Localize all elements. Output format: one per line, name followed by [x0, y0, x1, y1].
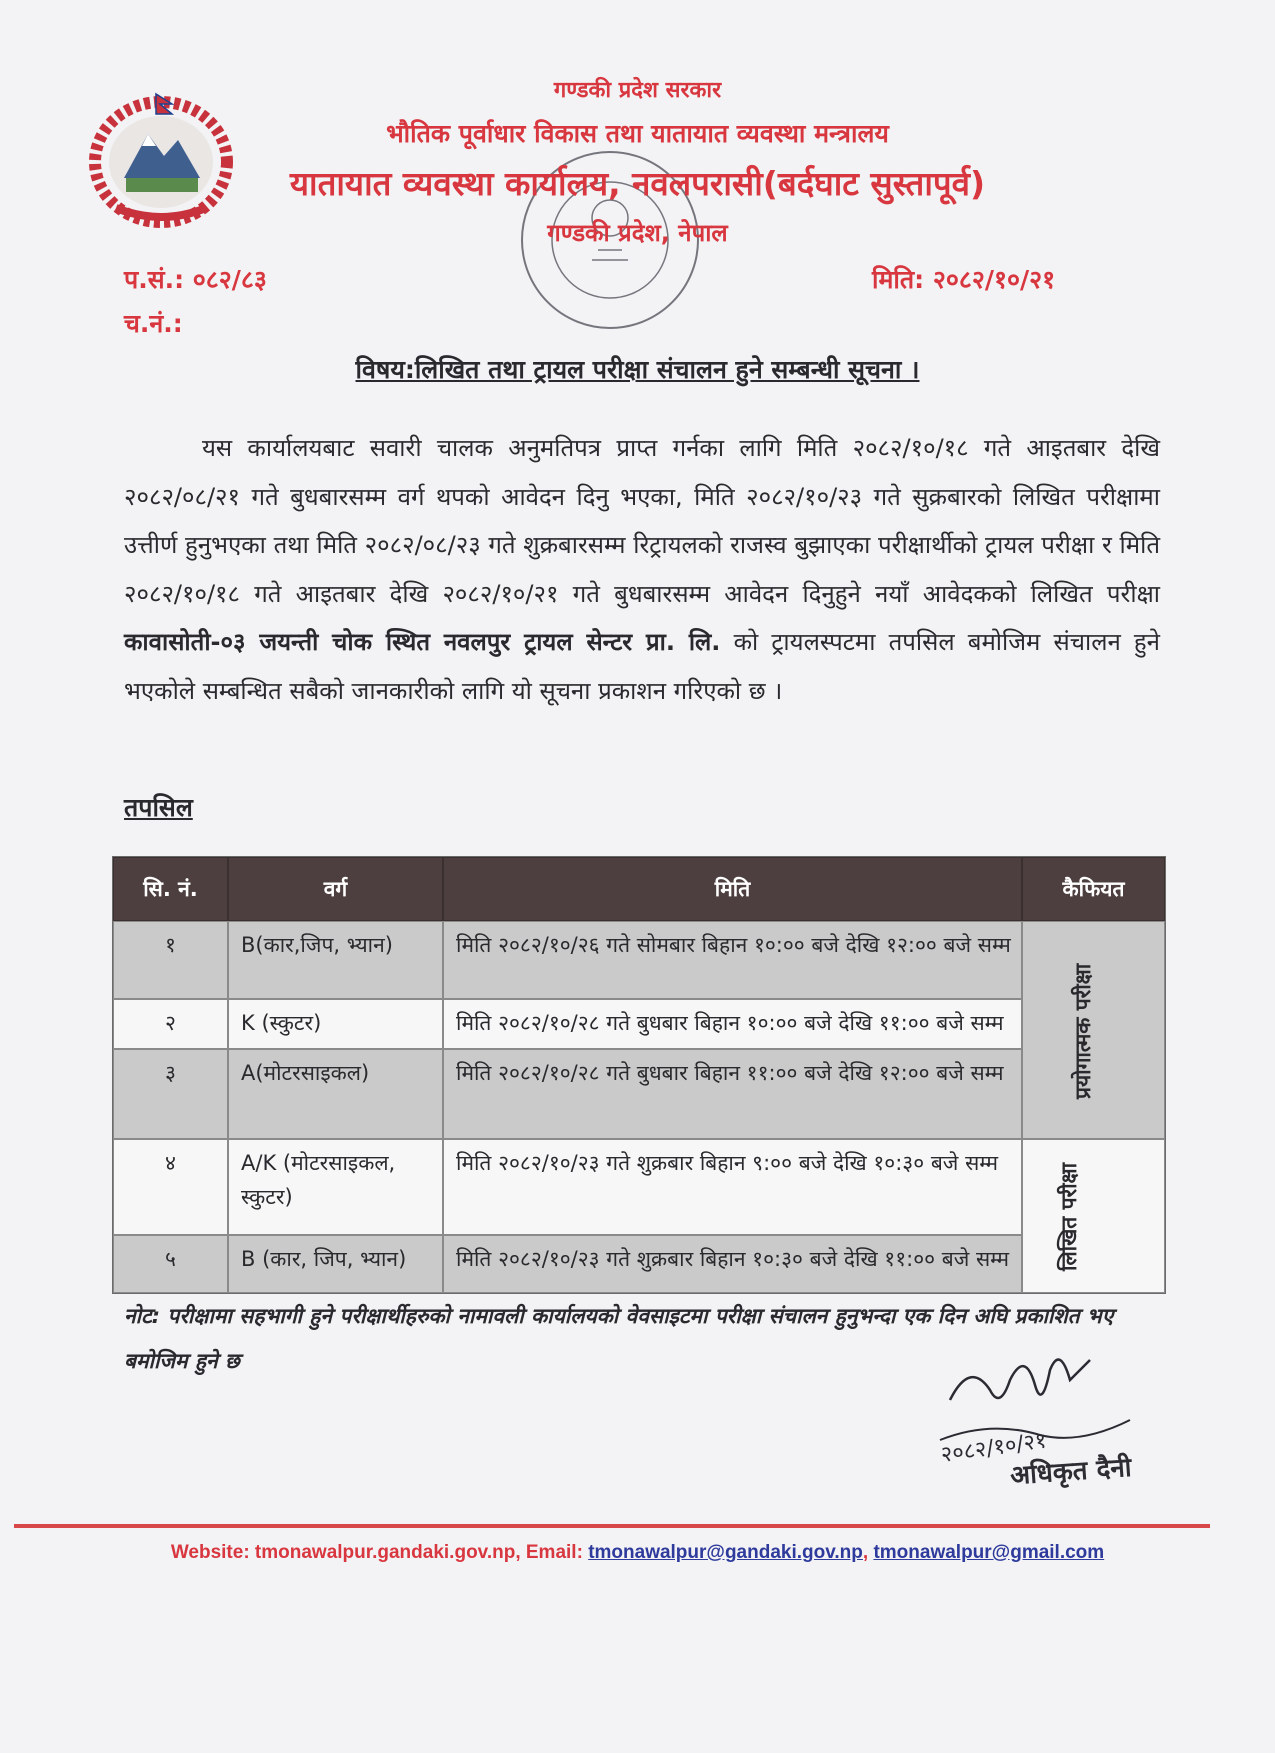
reference-number: प.सं.: ०८२/८३	[124, 265, 267, 294]
handwritten-signature	[930, 1340, 1190, 1520]
footer-contact	[0, 1542, 1275, 1564]
table-row-5-sn: ५	[113, 1235, 228, 1293]
table-row-2-sn: २	[113, 999, 228, 1049]
table-row-1-date: मिति २०८२/१०/२६ गते सोमबार बिहान १०:०० बजे देखि १२:०० बजे सम्म	[443, 921, 1022, 999]
table-header-category: वर्ग	[228, 857, 443, 921]
notice-body-part2: को ट्रायलस्पटमा तपसिल बमोजिम संचालन हुने भएकोले सम्बन्धित सबैको जानकारीको लागि यो सूचना प्रकाशन गरिएको छ ।	[124, 628, 1160, 705]
subject-line: विषय:लिखित तथा ट्रायल परीक्षा संचालन हुने सम्बन्धी सूचना ।	[355, 355, 920, 384]
remark-practical-text: प्रयोगात्मक परीक्षा	[1071, 963, 1095, 1099]
notice-body-venue: कावासोती-०३ जयन्ती चोक स्थित नवलपुर ट्रायल सेन्टर प्रा. लि.	[124, 628, 721, 656]
authorized-officer-label: अधिकृत दैनी	[1009, 1452, 1133, 1492]
footer-separator: ,	[862, 1542, 874, 1563]
table-row-4-sn: ४	[113, 1139, 228, 1235]
header-province-government: गण्डकी प्रदेश सरकार	[553, 78, 722, 103]
table-row-3-category: A(मोटरसाइकल)	[228, 1049, 443, 1139]
table-row-3-sn: ३	[113, 1049, 228, 1139]
note-text: नोट: परीक्षामा सहभागी हुने परीक्षार्थीहरुको नामावली कार्यालयको वेवसाइटमा परीक्षा संचालन हुनुभन्दा एक दिन अघि प्रकाशित भए बमोजिम हुने छ	[124, 1304, 1114, 1373]
table-row-1-category: B(कार,जिप, भ्यान)	[228, 921, 443, 999]
remark-practical-cell	[1022, 921, 1165, 1139]
footer-email-gov-link[interactable]: tmonawalpur@gandaki.gov.np	[588, 1542, 863, 1563]
header-location: गण्डकी प्रदेश, नेपाल	[547, 219, 728, 247]
table-row-4-category: A/K (मोटरसाइकल, स्कुटर)	[228, 1139, 443, 1235]
footer-website: Website: tmonawalpur.gandaki.gov.np, Email:	[170, 1542, 589, 1563]
notice-body-part1: यस कार्यालयबाट सवारी चालक अनुमतिपत्र प्राप्त गर्नका लागि मिति २०८२/१०/१८ गते आइतबार देखि २०८२/०८/२१ गते बुधबारसम्म वर्ग थपको आवेदन दिनु भएका, मिति २०८२/१०/२३ गते सुक्रबारको लिखित परीक्षामा उत्तीर्ण हुनुभएका तथा मिति २०८२/०८/२३ गते शुक्रबारसम्म रिट्रायलको राजस्व बुझाएका परीक्षार्थीको ट्रायल परीक्षा र मिति २०८२/१०/१८ गते आइतबार देखि २०८२/१०/२१ गते बुधबारसम्म आवेदन दिनुहुने नयाँ आवेदकको लिखित परीक्षा	[124, 434, 1160, 608]
table-header-date: मिति	[443, 857, 1022, 921]
header-ministry: भौतिक पूर्वाधार विकास तथा यातायात व्यवस्था मन्त्रालय	[386, 119, 889, 148]
letter-date: मिति: २०८२/१०/२१	[872, 265, 1056, 294]
footer-email-gmail-link[interactable]: tmonawalpur@gmail.com	[873, 1542, 1105, 1563]
signature-date: २०८२/१०/२१	[939, 1428, 1049, 1468]
table-row-1-sn: १	[113, 921, 228, 999]
header-office-name: यातायात व्यवस्था कार्यालय, नवलपरासी(बर्दघाट सुस्तापूर्व)	[289, 164, 986, 203]
table-row-2-category: K (स्कुटर)	[228, 999, 443, 1049]
remark-written-cell	[1022, 1139, 1165, 1293]
table-row-5-date: मिति २०८२/१०/२३ गते शुक्रबार बिहान १०:३० बजे देखि ११:०० बजे सम्म	[443, 1235, 1022, 1293]
table-row-4-date: मिति २०८२/१०/२३ गते शुक्रबार बिहान ९:०० बजे देखि १०:३० बजे सम्म	[443, 1139, 1022, 1235]
footer-divider	[14, 1524, 1210, 1528]
table-row-5-category: B (कार, जिप, भ्यान)	[228, 1235, 443, 1293]
table-header-sn: सि. नं.	[113, 857, 228, 921]
tapasil-heading: तपसिल	[124, 793, 193, 822]
notice-body	[124, 424, 1160, 715]
dispatch-number: च.नं.:	[124, 309, 183, 338]
table-row-3-date: मिति २०८२/१०/२८ गते बुधबार बिहान ११:०० बजे देखि १२:०० बजे सम्म	[443, 1049, 1022, 1139]
remark-written-text: लिखित परीक्षा	[1057, 1162, 1081, 1272]
table-row-2-date: मिति २०८२/१०/२८ गते बुधबार बिहान १०:०० बजे देखि ११:०० बजे सम्म	[443, 999, 1022, 1049]
table-header-remark: कैफियत	[1022, 857, 1165, 921]
schedule-table	[112, 856, 1166, 1294]
